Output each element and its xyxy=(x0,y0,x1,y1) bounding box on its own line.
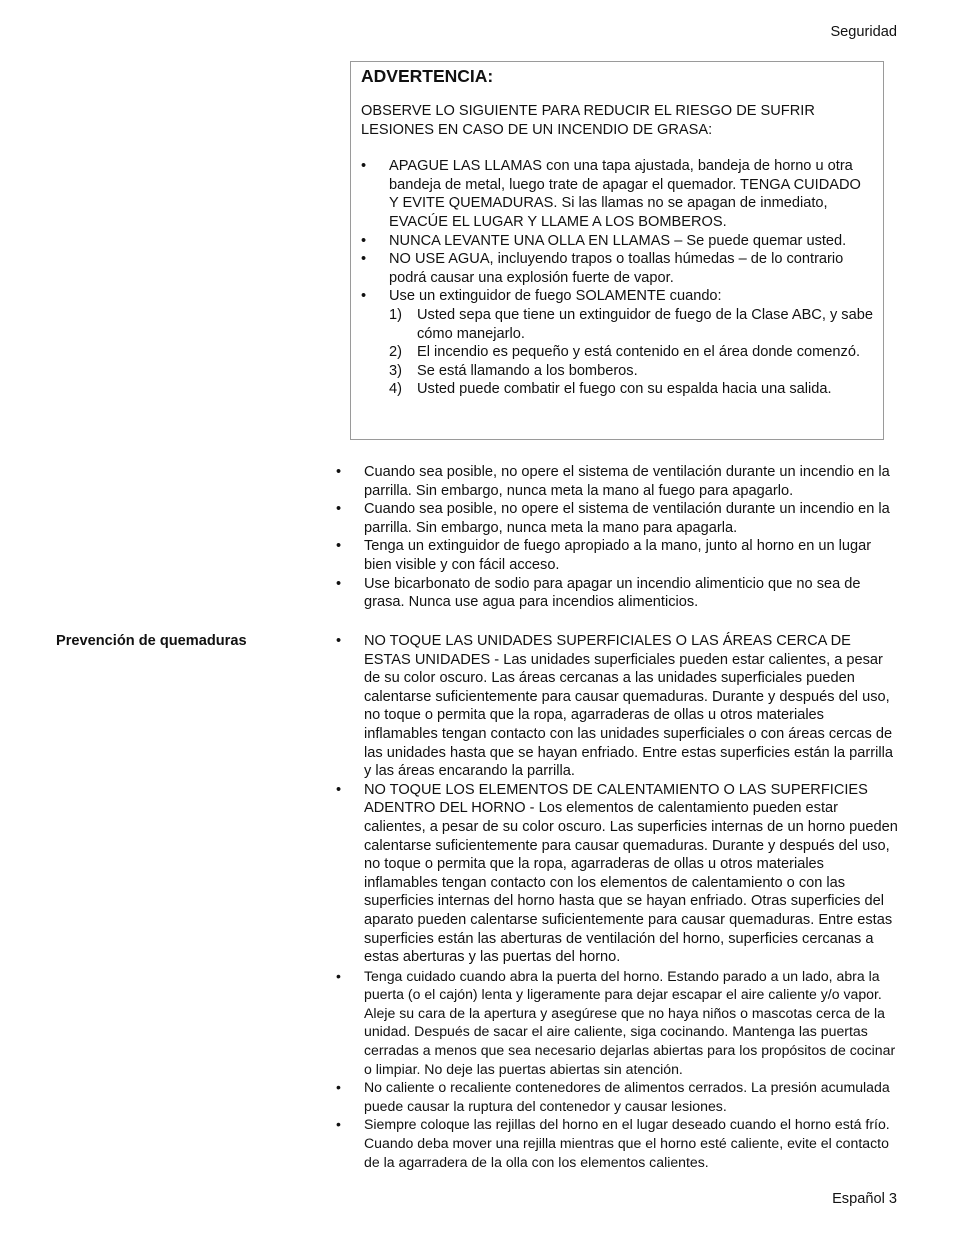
warning-item xyxy=(361,232,874,251)
bullet-icon: • xyxy=(336,633,342,649)
page-number: Español 3 xyxy=(832,1191,897,1207)
list-item-text: Tenga un extinguidor de fuego apropiado a la mano, junto al horno en un lugar bien visible y con fácil acceso. xyxy=(364,538,872,573)
list-item-text: Tenga cuidado cuando abra la puerta del horno. Estando parado a un lado, abra la puerta (o el cajón) lenta y ligeramente para dejar escapar el aire caliente y/o vapor. Aleje su cara de la apertura y asegúrese que no haya niños o mascotas cerca de la unidad. Después de sacar el aire caliente, siga cocinando. Mantenga las puertas cerradas a menos que sea necesario dejarlas abiertas para los propósitos de cocinar o limpiar. No deje las puertas abiertas sin atención. xyxy=(364,967,896,1077)
condition-text: Usted puede combatir el fuego con su espalda hacia una salida. xyxy=(417,381,832,398)
condition-number: 2) xyxy=(389,344,402,361)
warning-item xyxy=(361,157,874,231)
extinguisher-conditions-list xyxy=(389,306,874,399)
bullet-icon: • xyxy=(336,501,342,518)
warning-list xyxy=(361,157,874,399)
list-item xyxy=(336,463,898,500)
warning-item-text: Use un extinguidor de fuego SOLAMENTE cuando: xyxy=(389,288,722,305)
condition-number: 3) xyxy=(389,362,402,379)
bullet-icon: • xyxy=(336,464,342,480)
warning-box xyxy=(350,61,884,440)
condition-text: Usted sepa que tiene un extinguidor de fuego de la Clase ABC, y sabe cómo manejarlo. xyxy=(417,306,873,342)
list-item-text: No caliente o recaliente contenedores de alimentos cerrados. La presión acumulada puede causar la ruptura del contenedor y causar lesiones. xyxy=(364,1079,890,1114)
list-item xyxy=(336,1115,898,1171)
bullet-icon: • xyxy=(361,158,367,175)
condition-number: 4) xyxy=(389,381,402,398)
list-item xyxy=(336,781,898,967)
list-item-text: NO TOQUE LOS ELEMENTOS DE CALENTAMIENTO O LAS SUPERFICIES ADENTRO DEL HORNO - Los elementos de calentamiento pueden estar calientes, a pesar de su color oscuro. Las superficies internas de un horno pueden calentarse suficientemente para causar quemaduras. Durante y después del uso, no toque o permita que la ropa, agarraderas de ollas u otros materiales inflamables tengan contacto con los elementos de calentamiento o con las superficies internas del horno hasta que se hayan enfriado. Otras superficies del aparato pueden calentarse suficientemente para causar quemaduras. Entre estas superficies están las aberturas de ventilación del horno, superficies cercanas a estas aberturas y las puertas del horno. xyxy=(364,781,898,966)
bullet-icon: • xyxy=(336,967,341,984)
page-section-header: Seguridad xyxy=(830,24,897,40)
list-item-text: NO TOQUE LAS UNIDADES SUPERFICIALES O LAS ÁREAS CERCA DE ESTAS UNIDADES - Las unidades superficiales pueden estar calientes, a pesar de su color oscuro. Las áreas cercanas a las unidades superficiales pueden calentarse suficientemente para causar quemaduras. Durante y después del uso, no toque o permita que la ropa, agarraderas de ollas u otros materiales inflamables tengan contacto con las unidades superficiales o con áreas cercas de las unidades hasta que se hayan enfriado. Entre estas superficies están la parrilla y las áreas encarando la parrilla. xyxy=(364,633,893,780)
bullet-icon: • xyxy=(361,251,367,268)
list-item-text: Use bicarbonato de sodio para apagar un incendio alimenticio que no sea de grasa. Nunca use agua para incendios alimenticios. xyxy=(364,575,861,611)
list-item xyxy=(336,500,898,537)
bullet-icon: • xyxy=(336,781,342,798)
warning-title: ADVERTENCIA: xyxy=(361,66,494,86)
bullet-icon: • xyxy=(336,575,342,592)
bullet-icon: • xyxy=(336,1116,341,1133)
condition-item xyxy=(389,362,874,381)
warning-item xyxy=(361,287,874,399)
list-item-text: Siempre coloque las rejillas del horno en el lugar deseado cuando el horno está frío. Cuando deba mover una rejilla mientras que el horno esté caliente, evite el contacto de la agarradera de la olla con los elementos calientes. xyxy=(364,1116,890,1170)
list-item xyxy=(336,537,898,574)
condition-text: Se está llamando a los bomberos. xyxy=(417,362,638,379)
list-item xyxy=(336,1078,898,1115)
condition-number: 1) xyxy=(389,306,402,323)
burns-section-heading: Prevención de quemaduras xyxy=(56,633,247,649)
list-item xyxy=(336,575,898,612)
warning-item-text: NUNCA LEVANTE UNA OLLA EN LLAMAS – Se puede quemar usted. xyxy=(389,232,847,249)
bullet-icon: • xyxy=(336,1079,341,1096)
warning-item-text: NO USE AGUA, incluyendo trapos o toallas húmedas – de lo contrario podrá causar una explosión fuerte de vapor. xyxy=(389,251,844,286)
condition-item xyxy=(389,380,874,399)
list-item-text: Cuando sea posible, no opere el sistema de ventilación durante un incendio en la parrilla. Sin embargo, nunca meta la mano al fuego para apagarlo. xyxy=(364,464,890,499)
bullet-icon: • xyxy=(361,232,367,249)
warning-item-text: APAGUE LAS LLAMAS con una tapa ajustada, bandeja de horno u otra bandeja de metal, luego trate de apagar el quemador. TENGA CUIDADO Y EVITE QUEMADURAS. Si las llamas no se apagan de inmediato, EVACÚE EL LUGAR Y LLAME A LOS BOMBEROS. xyxy=(389,158,861,230)
list-item xyxy=(336,632,898,781)
list-item-text: Cuando sea posible, no opere el sistema de ventilación durante un incendio en la parrilla. Sin embargo, nunca meta la mano para apagarla. xyxy=(364,501,890,536)
fire-safety-list xyxy=(336,463,898,612)
condition-item xyxy=(389,306,874,343)
bullet-icon: • xyxy=(361,288,367,305)
bullet-icon: • xyxy=(336,538,342,555)
burns-list xyxy=(336,632,898,1171)
warning-intro: OBSERVE LO SIGUIENTE PARA REDUCIR EL RIESGO DE SUFRIR LESIONES EN CASO DE UN INCENDIO DE GRASA: xyxy=(361,103,815,138)
condition-text: El incendio es pequeño y está contenido en el área donde comenzó. xyxy=(417,344,860,361)
warning-item xyxy=(361,250,874,287)
condition-item xyxy=(389,343,874,362)
list-item xyxy=(336,967,898,1079)
